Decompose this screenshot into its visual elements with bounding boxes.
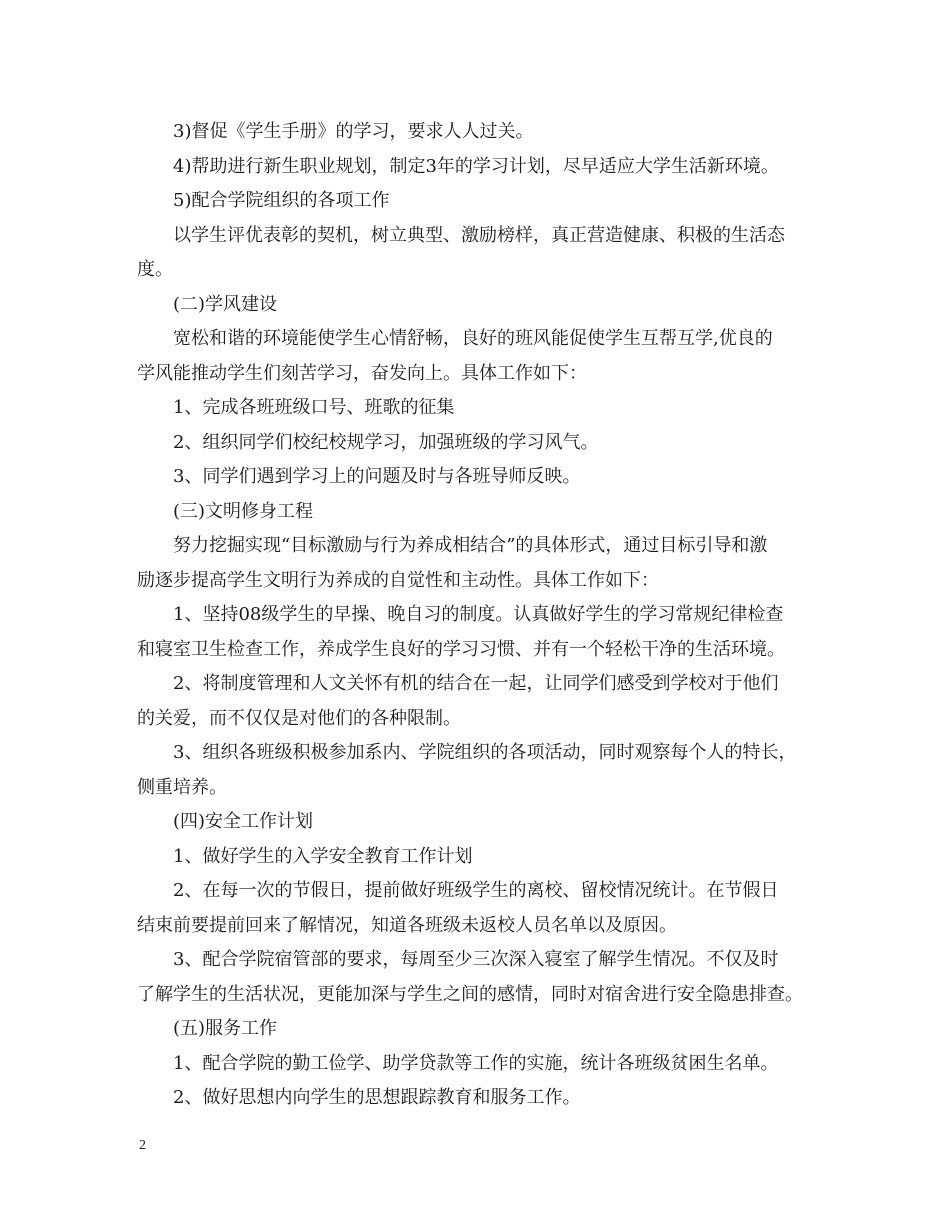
document-body [137,115,827,1116]
text-line: 励逐步提高学生文明行为养成的自觉性和主动性。具体工作如下： [137,569,659,591]
text-line: 1、配合学院的勤工俭学、助学贷款等工作的实施，统计各班级贫困生名单。 [173,1052,779,1074]
text-line: (三)文明修身工程 [173,500,314,522]
text-line: 和寝室卫生检查工作，养成学生良好的学习习惯、并有一个轻松干净的生活环境。 [137,638,785,660]
text-line: 结束前要提前回来了解情况，知道各班级未返校人员名单以及原因。 [137,914,677,936]
text-line: 以学生评优表彰的契机，树立典型、激励榜样，真正营造健康、积极的生活态 [173,224,785,246]
text-line: 努力挖掘实现“目标激励与行为养成相结合”的具体形式，通过目标引导和激 [173,535,768,556]
text-line: 1、做好学生的入学安全教育工作计划 [173,845,473,867]
page-number: 2 [139,1138,146,1153]
text-line: 3、组织各班级积极参加系内、学院组织的各项活动，同时观察每个人的特长， [173,742,797,763]
text-line: 2、做好思想内向学生的思想跟踪教育和服务工作。 [173,1087,581,1108]
text-line: 学风能推动学生们刻苦学习，奋发向上。具体工作如下： [137,362,587,384]
text-line: 1、坚持08级学生的早操、晚自习的制度。认真做好学生的学习常规纪律检查 [173,604,784,625]
text-line: (二)学风建设 [173,293,278,315]
text-line: 宽松和谐的环境能使学生心情舒畅，良好的班风能促使学生互帮互学,优良的 [173,328,773,349]
text-line: 1、完成各班班级口号、班歌的征集 [173,397,455,418]
text-line: 5)配合学院组织的各项工作 [173,190,390,211]
text-line: 度。 [137,259,173,280]
text-line: (五)服务工作 [173,1018,278,1039]
text-line: 3、配合学院宿管部的要求，每周至少三次深入寝室了解学生情况。不仅及时 [173,949,779,970]
text-line: 了解学生的生活状况，更能加深与学生之间的感情，同时对宿舍进行安全隐患排查。 [137,983,803,1005]
text-line: 3)督促《学生手册》的学习，要求人人过关。 [173,121,534,142]
text-line: 2、组织同学们校纪校规学习，加强班级的学习风气。 [173,431,599,453]
text-line: 2、在每一次的节假日，提前做好班级学生的离校、留校情况统计。在节假日 [173,880,779,901]
text-line: 的关爱，而不仅仅是对他们的各种限制。 [137,707,461,729]
text-line: 侧重培养。 [137,776,227,798]
text-line: 4)帮助进行新生职业规划，制定3年的学习计划，尽早适应大学生活新环境。 [173,155,779,177]
text-line: 2、将制度管理和人文关怀有机的结合在一起，让同学们感受到学校对于他们 [173,673,779,694]
text-line: 3、同学们遇到学习上的问题及时与各班导师反映。 [173,466,581,487]
text-line: (四)安全工作计划 [173,811,314,832]
